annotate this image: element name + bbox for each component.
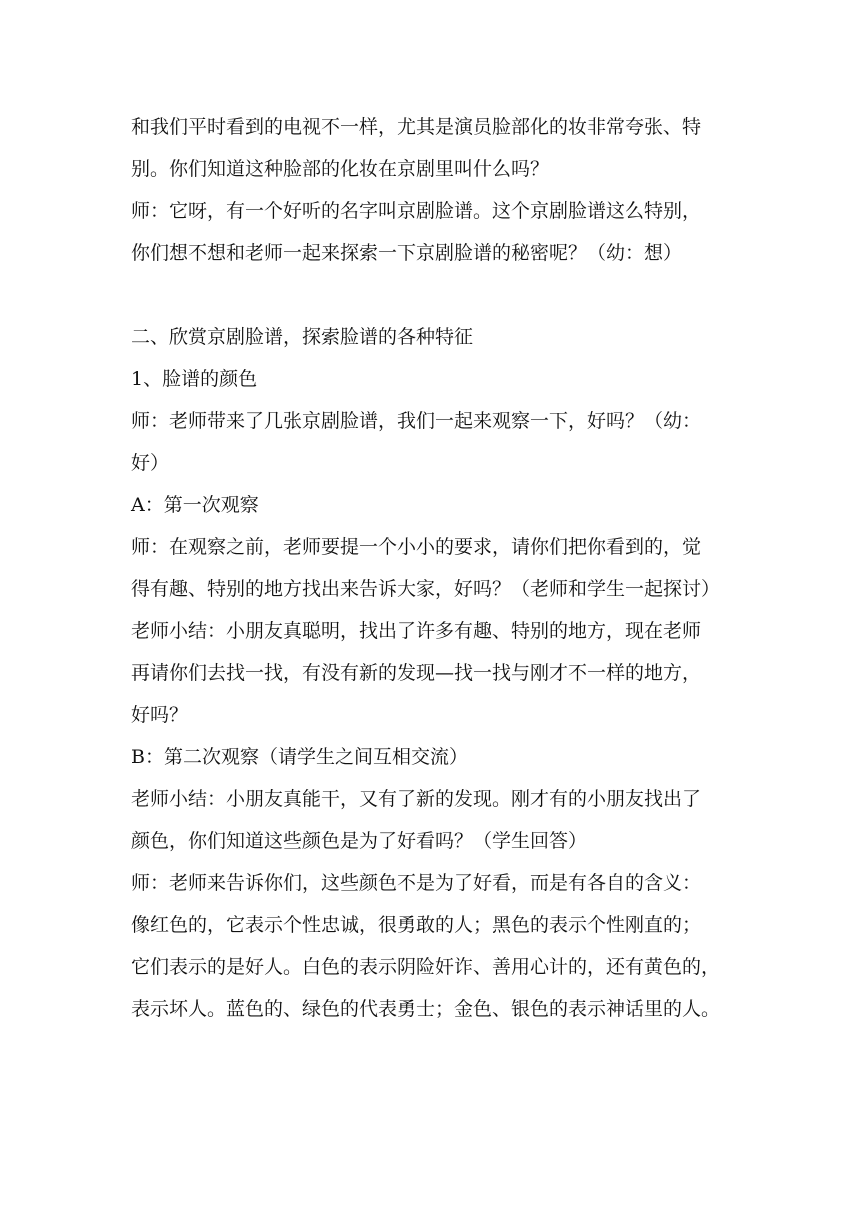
step-heading: A：第一次观察 (131, 494, 259, 516)
text-line: 好吗？ (131, 704, 189, 726)
text-line: 像红色的，它表示个性忠诚，很勇敢的人；黑色的表示个性刚直的； (131, 914, 702, 936)
text-line: 你们想不想和老师一起来探索一下京剧脸谱的秘密呢？（幼：想） (131, 242, 683, 264)
text-line: 师：老师来告诉你们，这些颜色不是为了好看，而是有各自的含义： (131, 872, 702, 894)
section-heading: 二、欣赏京剧脸谱，探索脸谱的各种特征 (131, 326, 474, 348)
step-heading: B：第二次观察（请学生之间互相交流） (131, 746, 468, 768)
text-line: 师：它呀，有一个好听的名字叫京剧脸谱。这个京剧脸谱这么特别， (131, 200, 702, 222)
paragraph-gap (131, 274, 741, 316)
text-line: 再请你们去找一找，有没有新的发现—找一找与刚才不一样的地方， (131, 662, 702, 684)
text-line: 老师小结：小朋友真能干，又有了新的发现。刚才有的小朋友找出了 (131, 788, 702, 810)
document-body (131, 106, 741, 1030)
text-line: 别。你们知道这种脸部的化妆在京剧里叫什么吗？ (131, 158, 550, 180)
text-line: 得有趣、特别的地方找出来告诉大家，好吗？（老师和学生一起探讨） (131, 578, 721, 600)
text-line: 师：老师带来了几张京剧脸谱，我们一起来观察一下，好吗？（幼： (131, 410, 702, 432)
text-line: 它们表示的是好人。白色的表示阴险奸诈、善用心计的，还有黄色的， (131, 956, 721, 978)
text-line: 表示坏人。蓝色的、绿色的代表勇士；金色、银色的表示神话里的人。 (131, 998, 721, 1020)
text-line: 颜色，你们知道这些颜色是为了好看吗？（学生回答） (131, 830, 588, 852)
subsection-heading: 1、脸谱的颜色 (131, 368, 258, 390)
text-line: 和我们平时看到的电视不一样，尤其是演员脸部化的妆非常夸张、特 (131, 116, 702, 138)
text-line: 老师小结：小朋友真聪明，找出了许多有趣、特别的地方，现在老师 (131, 620, 702, 642)
text-line: 好） (131, 452, 170, 474)
text-line: 师：在观察之前，老师要提一个小小的要求，请你们把你看到的，觉 (131, 536, 702, 558)
